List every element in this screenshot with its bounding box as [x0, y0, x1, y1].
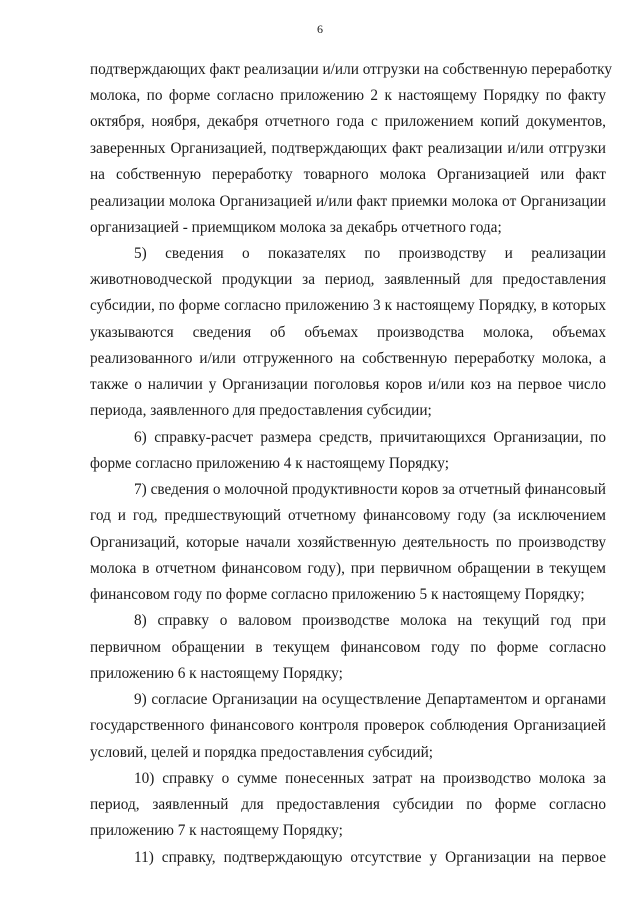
text-line: год и год, предшествующий отчетному финансовому году (за исключением [90, 507, 606, 524]
text-line: субсидии, по форме согласно приложению 3 к настоящему Порядку, в которых [90, 297, 606, 314]
text-line: на собственную переработку товарного молока Организацией или факт [90, 166, 606, 183]
text-line: заверенных Организацией, подтверждающих факт реализации и/или отгрузки [90, 140, 606, 157]
text-line: подтверждающих факт реализации и/или отгрузки на собственную переработку [90, 61, 613, 78]
text-line: 9) согласие Организации на осуществление Департаментом и органами [134, 691, 606, 708]
text-line: молока, по форме согласно приложению 2 к настоящему Порядку по факту [90, 87, 606, 104]
text-line: форме согласно приложению 4 к настоящему Порядку; [90, 455, 449, 472]
text-line: финансовом году по форме согласно приложению 5 к настоящему Порядку; [90, 586, 585, 603]
text-line: Организаций, которые начали хозяйственную деятельность по производству [90, 534, 606, 551]
text-line: реализованного и/или отгруженного на собственную переработку молока, а [90, 350, 606, 367]
text-line: животноводческой продукции за период, заявленный для предоставления [90, 271, 606, 288]
text-line: государственного финансового контроля проверок соблюдения Организацией [90, 717, 606, 734]
text-line: 6) справку-расчет размера средств, причитающихся Организации, по [134, 429, 606, 446]
text-line: также о наличии у Организации поголовья коров и/или коз на первое число [90, 376, 606, 393]
text-line: организацией - приемщиком молока за декабрь отчетного года; [90, 219, 502, 236]
text-line: периода, заявленного для предоставления субсидии; [90, 402, 432, 419]
text-line: октября, ноября, декабря отчетного года с приложением копий документов, [90, 113, 606, 130]
text-line: 10) справку о сумме понесенных затрат на производство молока за [134, 770, 606, 787]
text-line: 8) справку о валовом производстве молока на текущий год при [134, 612, 606, 629]
text-line: 5) сведения о показателях по производству и реализации [134, 245, 606, 262]
text-line: приложению 7 к настоящему Порядку; [90, 822, 343, 839]
text-line: условий, целей и порядка предоставления субсидий; [90, 744, 434, 761]
text-line: молока в отчетном финансовом году), при первичном обращении в текущем [90, 560, 606, 577]
text-line: приложению 6 к настоящему Порядку; [90, 665, 343, 682]
text-line: 7) сведения о молочной продуктивности коров за отчетный финансовый [134, 481, 606, 498]
text-line: реализации молока Организацией и/или факт приемки молока от Организации [90, 193, 606, 210]
text-line: 11) справку, подтверждающую отсутствие у Организации на первое [134, 849, 606, 866]
page-number: 6 [317, 22, 323, 36]
text-line: период, заявленный для предоставления субсидии по форме согласно [90, 796, 606, 813]
text-line: указываются сведения об объемах производства молока, объемах [90, 324, 606, 341]
text-line: первичном обращении в текущем финансовом году по форме согласно [90, 639, 606, 656]
